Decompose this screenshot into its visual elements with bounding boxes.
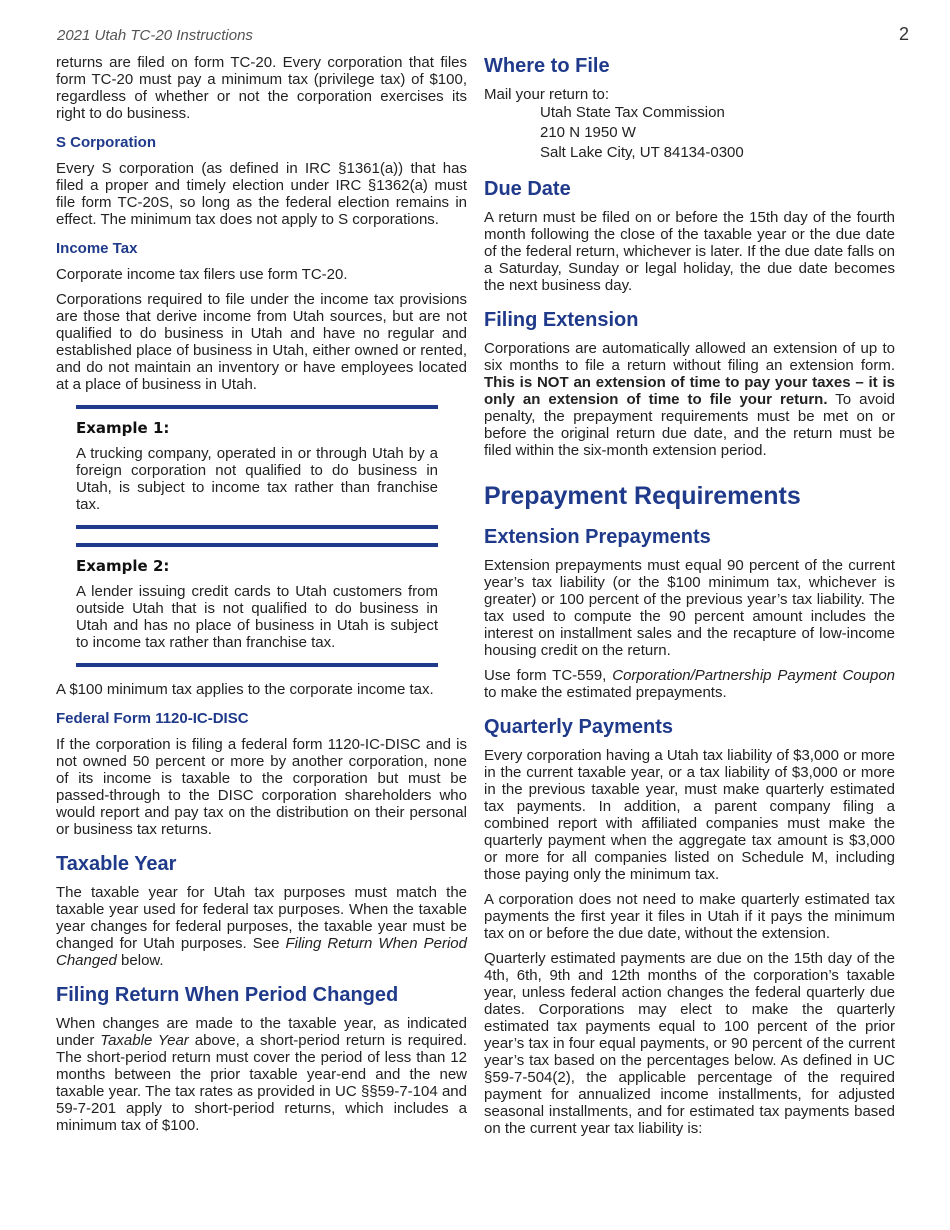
extension-prepayments-text-2-start: Use form TC-559, bbox=[484, 667, 613, 684]
period-changed-text bbox=[56, 1015, 467, 1134]
example-2-title: Example 2: bbox=[76, 557, 170, 575]
quarterly-payments-text-1: Every corporation having a Utah tax liability of $3,000 or more in the current taxable year, or a tax liability of $3,000 or more in the previous taxable year, must make quarterly estimated tax payments. In addition, a parent company filing a combined report with affiliated companies must make the quarterly payment when the aggregate tax amount is $3,000 or more for all companies listed on Schedule M, including those paying only the minimum tax. bbox=[484, 747, 895, 883]
income-tax-heading: Income Tax bbox=[56, 240, 138, 257]
example-1-box bbox=[76, 405, 438, 529]
taxable-year-text-italic: Filing Return When Period Changed bbox=[56, 935, 467, 969]
header-title: 2021 Utah TC-20 Instructions bbox=[57, 27, 253, 44]
example-2-text: A lender issuing credit cards to Utah customers from outside Utah that is not qualified to do business in Utah and has no place of business in Utah is subject to income tax rather than franchise tax. bbox=[76, 583, 438, 651]
filing-extension-text bbox=[484, 340, 895, 459]
prepayment-requirements-heading: Prepayment Requirements bbox=[484, 482, 801, 510]
income-tax-text-1: Corporate income tax filers use form TC-20. bbox=[56, 266, 348, 283]
quarterly-payments-text-2: A corporation does not need to make quarterly estimated tax payments the first year it files in Utah if it pays the minimum tax on or before the due date, without the extension. bbox=[484, 891, 895, 942]
quarterly-payments-heading: Quarterly Payments bbox=[484, 716, 673, 738]
address-line: Utah State Tax Commission bbox=[540, 104, 725, 121]
extension-prepayments-text-2-end: to make the estimated prepayments. bbox=[484, 684, 727, 701]
right-column bbox=[484, 54, 895, 1145]
minimum-tax-note: A $100 minimum tax applies to the corporate income tax. bbox=[56, 681, 434, 698]
address-line: 210 N 1950 W bbox=[540, 124, 636, 141]
filing-extension-text-bold: This is NOT an extension of time to pay your taxes – it is only an extension of time to file your return. bbox=[484, 374, 895, 408]
extension-prepayments-text-2-italic: Corporation/Partnership Payment Coupon bbox=[612, 667, 896, 684]
disc-text: If the corporation is filing a federal form 1120-IC-DISC and is not owned 50 percent or more by another corporation, none of its income is taxable to the corporation but must be passed-through to the DISC corporation shareholders who would report and pay tax on the distribution on their personal or business tax returns. bbox=[56, 736, 467, 838]
extension-prepayments-heading: Extension Prepayments bbox=[484, 526, 711, 548]
period-changed-text-italic: Taxable Year bbox=[100, 1032, 189, 1049]
filing-extension-heading: Filing Extension bbox=[484, 309, 639, 331]
example-1-text: A trucking company, operated in or through Utah by a foreign corporation not qualified to do business in Utah, is subject to income tax rather than franchise tax. bbox=[76, 445, 438, 513]
taxable-year-heading: Taxable Year bbox=[56, 853, 177, 875]
mailing-address bbox=[540, 103, 895, 163]
where-to-file-heading: Where to File bbox=[484, 55, 610, 77]
filing-extension-text-start: Corporations are automatically allowed an extension of up to six months to file a return without filing an extension form. bbox=[484, 340, 895, 374]
taxable-year-text bbox=[56, 884, 467, 969]
intro-paragraph: returns are filed on form TC-20. Every corporation that files form TC-20 must pay a minimum tax (privilege tax) of $100, regardless of whether or not the corporation exercises its right to do business. bbox=[56, 54, 467, 122]
income-tax-text-2: Corporations required to file under the income tax provisions are those that derive income from Utah sources, but are not qualified to do business in Utah and have no regular and established place of business in Utah, either owned or rented, and do not maintain an inventory or have employees located at a place of business in Utah. bbox=[56, 291, 467, 393]
period-changed-text-end: above, a short-period return is required. The short-period return must cover the period of less than 12 months between the prior taxable year-end and the new taxable year. The tax rates as provided in UC §§59-7-104 and 59-7-201 apply to short-period returns, which includes a minimum tax of $100. bbox=[56, 1032, 467, 1134]
quarterly-payments-text-3: Quarterly estimated payments are due on the 15th day of the 4th, 6th, 9th and 12th months of the corporation’s taxable year, unless federal action changes the federal quarterly due dates. Corporations may elect to make the quarterly estimated tax payments equal to 100 percent of the prior year’s tax in four equal payments, or 90 percent of the current year’s tax based on the percentages below. As defined in UC §59-7-504(2), the applicable percentage of the required payment for annualized income installments, for adjusted seasonal installments, and for estimated tax payments based on the current year tax liability is: bbox=[484, 950, 895, 1137]
disc-heading: Federal Form 1120-IC-DISC bbox=[56, 710, 249, 727]
example-1-title: Example 1: bbox=[76, 419, 170, 437]
due-date-text: A return must be filed on or before the 15th day of the fourth month following the close of the taxable year or the due date of the federal return, whichever is later. If the due date falls on a Saturday, Sunday or legal holiday, the due date becomes the next business day. bbox=[484, 209, 895, 294]
mail-intro: Mail your return to: bbox=[484, 86, 610, 103]
period-changed-text-start: When changes are made to the taxable year, as indicated under bbox=[56, 1015, 467, 1049]
example-2-box bbox=[76, 543, 438, 667]
taxable-year-text-start: The taxable year for Utah tax purposes must match the taxable year used for federal tax purposes. When the taxable year changes for federal purposes, the taxable year must be changed for Utah purposes. See bbox=[56, 884, 467, 952]
period-changed-heading: Filing Return When Period Changed bbox=[56, 984, 399, 1006]
left-column bbox=[56, 54, 467, 1142]
taxable-year-text-end: below. bbox=[116, 952, 164, 969]
page-number: 2 bbox=[899, 24, 910, 44]
address-line: Salt Lake City, UT 84134-0300 bbox=[540, 144, 744, 161]
filing-extension-text-end: To avoid penalty, the prepayment requirements must be met on or before the original return due date, and the return must be filed within the six-month extension period. bbox=[484, 391, 896, 459]
due-date-heading: Due Date bbox=[484, 178, 571, 200]
extension-prepayments-text-2 bbox=[484, 667, 895, 701]
extension-prepayments-text-1: Extension prepayments must equal 90 percent of the current year’s tax liability (or the $100 minimum tax, whichever is greater) or 100 percent of the previous year’s tax liability. The tax used to compute the 90 percent amount includes the interest on installment sales and the recapture of low-income housing credit on the return. bbox=[484, 557, 895, 659]
s-corporation-heading: S Corporation bbox=[56, 134, 156, 151]
s-corporation-text: Every S corporation (as defined in IRC §1361(a)) that has filed a proper and timely election under IRC §1362(a) must file form TC-20S, so long as the federal election remains in effect. The minimum tax does not apply to S corporations. bbox=[56, 160, 467, 228]
